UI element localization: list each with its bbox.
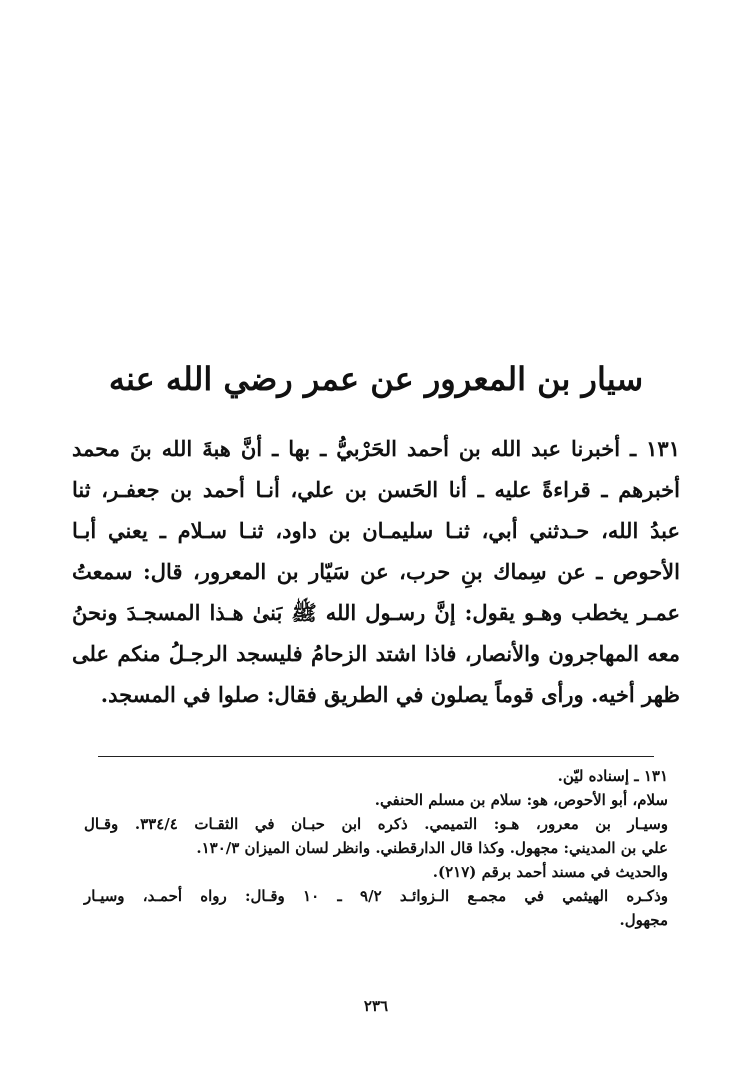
footnotes [84,764,668,932]
footnote-line: وذكـره الهيثمي في مجمـع الـزوائـد ٩/٢ ـ ١٠ وقـال: رواه أحمـد، وسيـار [84,887,668,905]
footnote-line: ١٣١ ـ إسناده ليّن. [557,767,668,785]
footnote-line: علي بن المديني: مجهول. وكذا قال الدارقطني. وانظر لسان الميزان ١٣٠/٣. [196,839,668,857]
hadith-text-line: ١٣١ ـ أخبرنا عبد الله بن أحمد الحَرْبيُّ ـ بها ـ أنَّ هبةَ الله بنَ محمد [72,436,680,461]
hadith-text-line: ظهر أخيه. ورأى قوماً يصلون في الطريق فقال: صلوا في المسجد. [100,682,680,707]
hadith-text-line: عمـر يخطب وهـو يقول: إنَّ رسـول الله ﷺ بَنىٰ هـذا المسجـدَ ونحنُ [72,600,680,625]
footnote-line: مجهول. [619,911,668,929]
chapter-title: سيار بن المعرور عن عمر رضي الله عنه [108,360,644,398]
footnote-line: وسيـار بن معرور، هـو: التميمي. ذكره ابن حبـان في الثقـات ٣٣٤/٤. وقـال [84,815,669,833]
hadith-text-line: عبدُ الله، حـدثني أبي، ثنـا سليمـان بن داود، ثنـا سـلام ـ يعني أبـا [72,518,680,543]
page-number: ٢٣٦ [363,997,389,1015]
footnote-line: والحديث في مسند أحمد برقم (٢١٧). [432,863,668,881]
hadith-text-line: أخبرهم ـ قراءةً عليه ـ أنا الحَسن بن علي، أنـا أحمد بن جعفـر، ثنا [72,477,680,502]
hadith-text-line: معه المهاجرون والأنصار، فاذا اشتد الزحامُ فليسجد الرجـلُ منكم على [72,641,680,666]
hadith-text [72,428,680,715]
footnote-line: سلام، أبو الأحوص، هو: سلام بن مسلم الحنفي. [374,791,668,809]
footnote-separator [98,756,654,757]
hadith-text-line: الأحوص ـ عن سِماك بنِ حرب، عن سَيّار بن المعرور، قال: سمعتُ [72,559,680,584]
